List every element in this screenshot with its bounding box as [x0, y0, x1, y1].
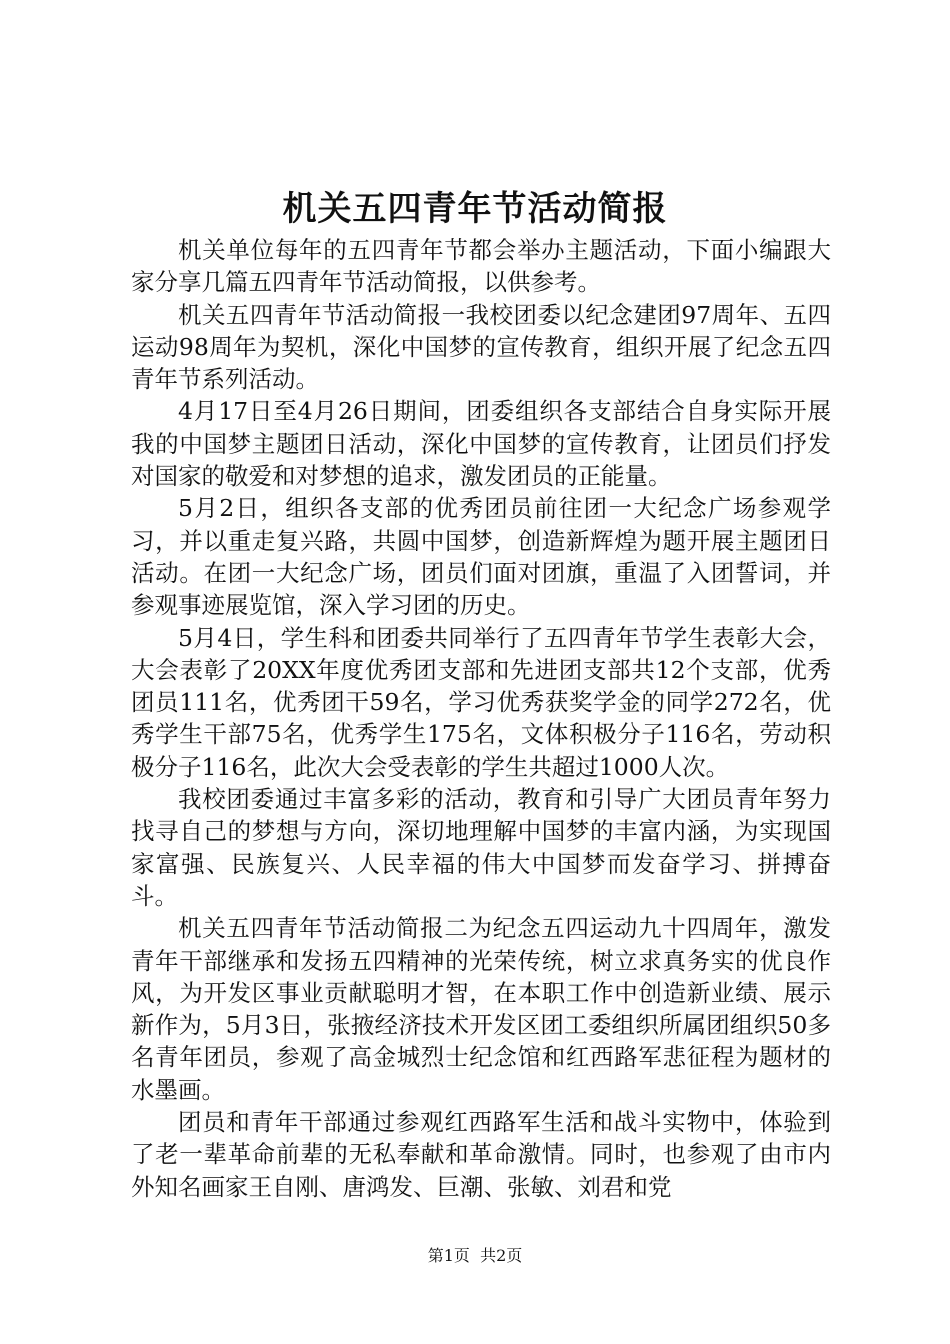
paragraph-visit: 团员和青年干部通过参观红西路军生活和战斗实物中，体验到了老一辈革命前辈的无私奉献和革命激情。同时，也参观了由市内外知名画家王自刚、唐鸿发、巨潮、张敏、刘君和党	[131, 1108, 831, 1201]
paragraph-report-one: 机关五四青年节活动简报一我校团委以纪念建团97周年、五四运动98周年为契机，深化中国梦的宣传教育，组织开展了纪念五四青年节系列活动。	[131, 300, 831, 394]
document-body	[131, 234, 831, 1203]
paragraph-intro: 机关单位每年的五四青年节都会举办主题活动，下面小编跟大家分享几篇五四青年节活动简报，以供参考。	[131, 236, 831, 297]
paragraph-april-activities: 4月17日至4月26日期间，团委组织各支部结合自身实际开展我的中国梦主题团日活动，深化中国梦的宣传教育，让团员们抒发对国家的敬爱和对梦想的追求，激发团员的正能量。	[131, 397, 831, 491]
document-title: 机关五四青年节活动简报	[282, 189, 668, 229]
paragraph-report-two: 机关五四青年节活动简报二为纪念五四运动九十四周年，激发青年干部继承和发扬五四精神的光荣传统，树立求真务实的优良作风，为开发区事业贡献聪明才智，在本职工作中创造新业绩、展示新作为，5月3日，张掖经济技术开发区团工委组织所属团组织50多名青年团员，参观了高金城烈士纪念馆和红西路军悲征程为题材的水墨画。	[131, 914, 831, 1104]
page-footer	[0, 1244, 950, 1268]
paragraph-may-2: 5月2日，组织各支部的优秀团员前往团一大纪念广场参观学习，并以重走复兴路，共圆中国梦，创造新辉煌为题开展主题团日活动。在团一大纪念广场，团员们面对团旗，重温了入团誓词，并参观事迹展览馆，深入学习团的历史。	[131, 494, 831, 620]
paragraph-may-4: 5月4日，学生科和团委共同举行了五四青年节学生表彰大会，大会表彰了20XX年度优秀团支部和先进团支部共12个支部，优秀团员111名，优秀团干59名，学习优秀获奖学金的同学272名，优秀学生干部75名，优秀学生175名，文体积极分子116名，劳动积极分子116名，此次大会受表彰的学生共超过1000人次。	[131, 623, 831, 781]
page-number: 第1页	[427, 1246, 470, 1265]
page-total: 共2页	[480, 1246, 523, 1265]
paragraph-summary: 我校团委通过丰富多彩的活动，教育和引导广大团员青年努力找寻自己的梦想与方向，深切地理解中国梦的丰富内涵，为实现国家富强、民族复兴、人民幸福的伟大中国梦而发奋学习、拼搏奋斗。	[131, 785, 831, 910]
